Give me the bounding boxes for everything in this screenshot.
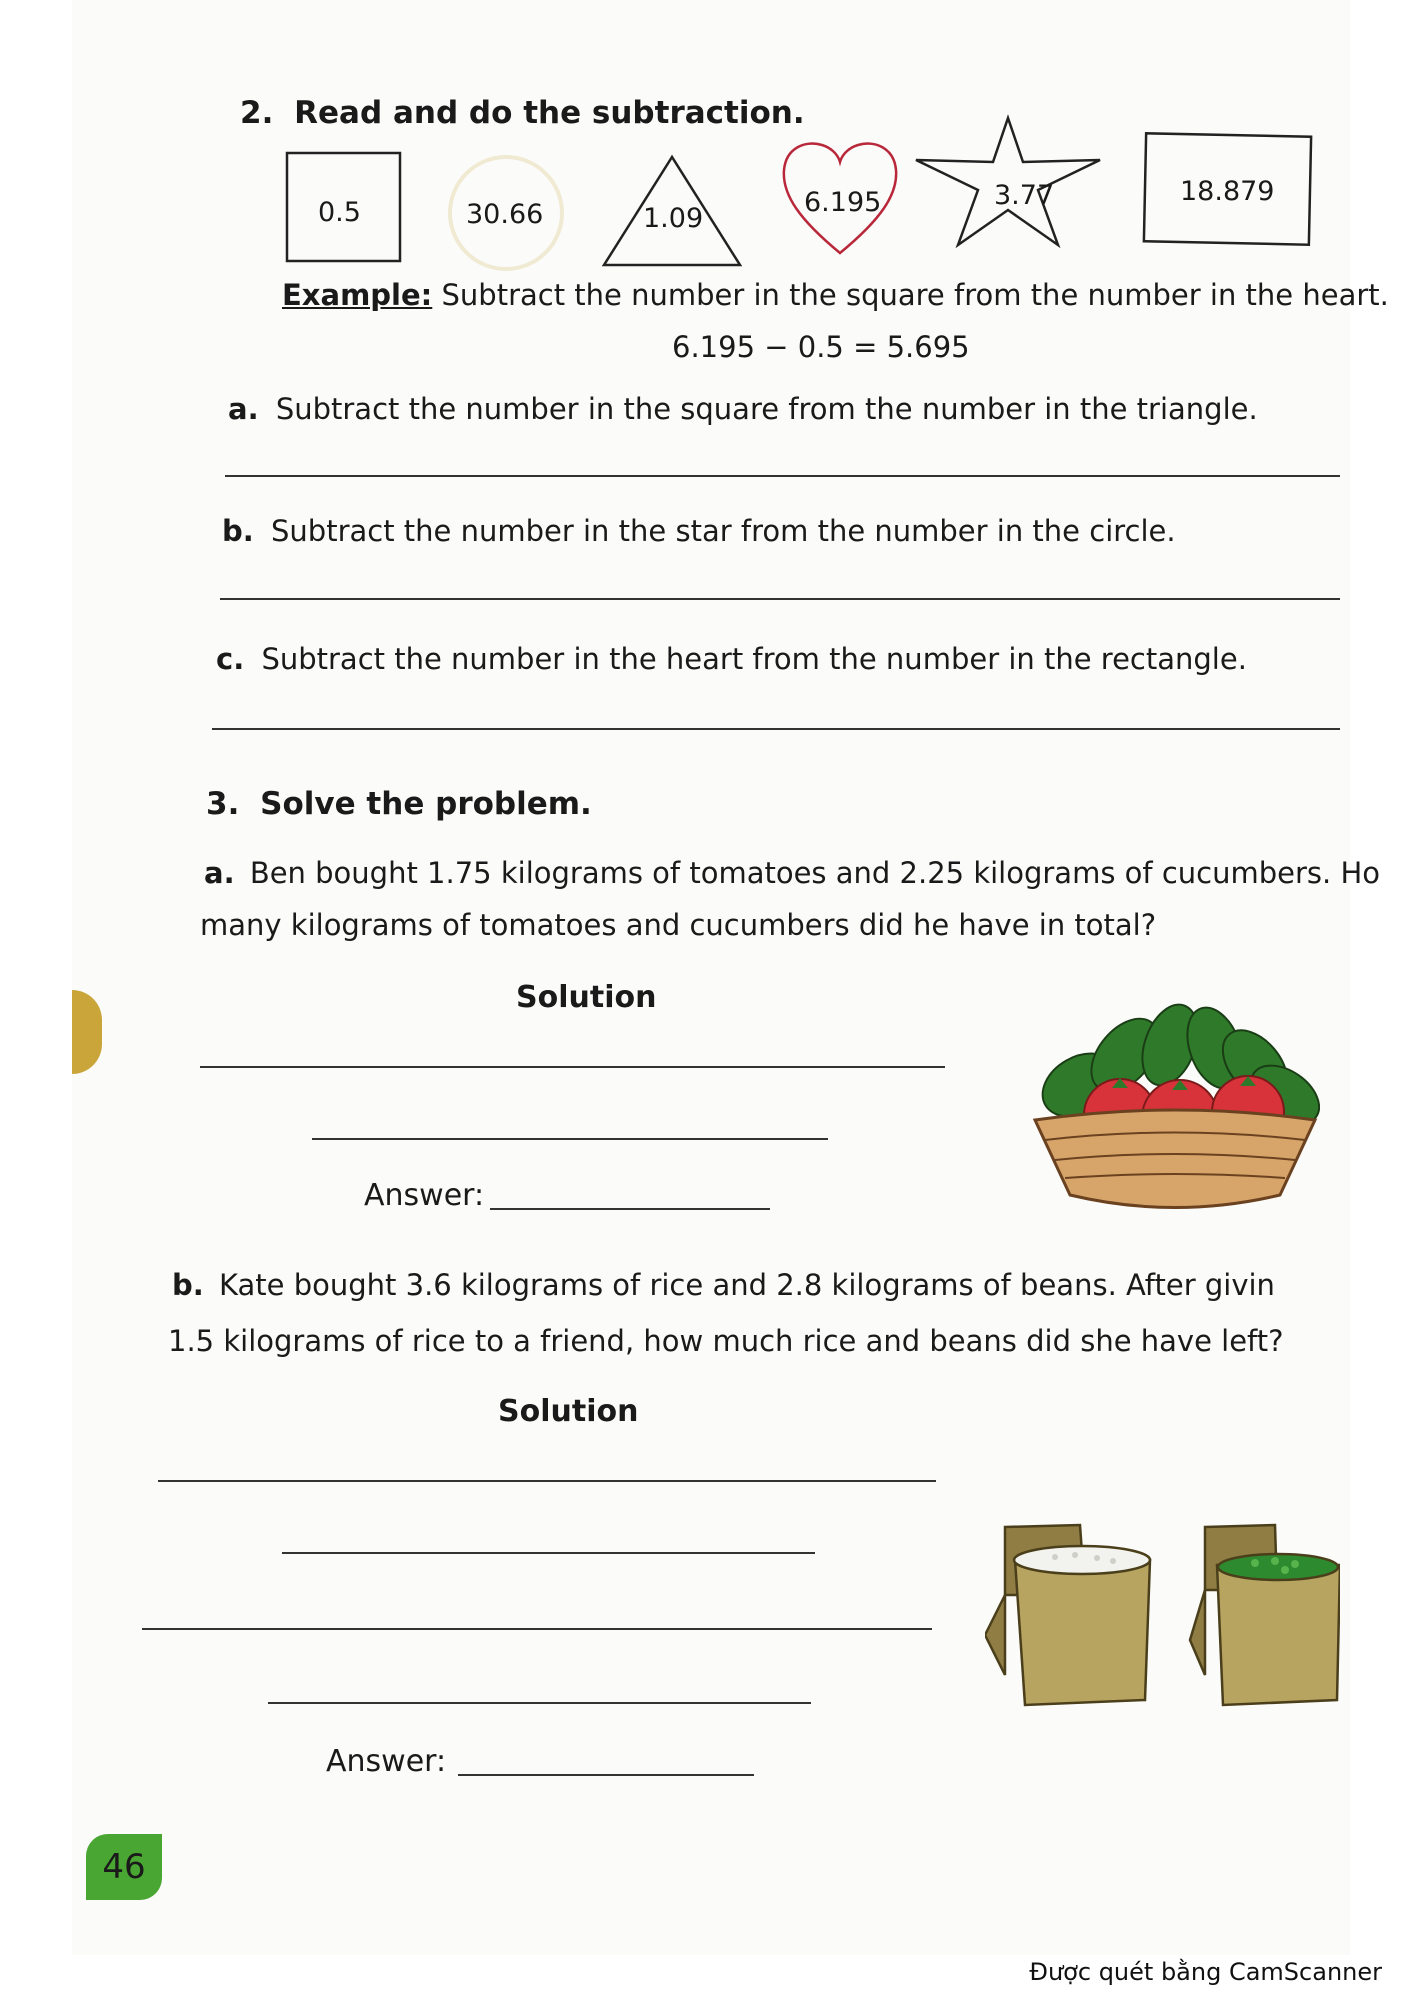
page-number-badge — [86, 1834, 162, 1900]
exercise-3-heading — [206, 786, 592, 822]
solution-line-a2[interactable] — [312, 1138, 828, 1140]
problem-a-line2: many kilograms of tomatoes and cucumbers did he have in total? — [200, 908, 1157, 942]
item-b — [222, 514, 1176, 548]
problem-b-text1: Kate bought 3.6 kilograms of rice and 2.8 kilograms of beans. After givin — [219, 1268, 1275, 1302]
item-c-letter: c. — [216, 642, 245, 676]
example-line — [282, 278, 1389, 312]
answer-line-b[interactable] — [220, 598, 1340, 600]
rice-and-beans-sacks-illustration — [985, 1515, 1340, 1710]
exercise-3-number: 3. — [206, 786, 240, 822]
square-value: 0.5 — [318, 197, 361, 228]
answer-label-a: Answer: — [364, 1178, 485, 1213]
circle-value: 30.66 — [466, 199, 544, 230]
example-text: Subtract the number in the square from the number in the heart. — [432, 278, 1389, 312]
example-equation: 6.195 − 0.5 = 5.695 — [672, 330, 970, 364]
item-a — [228, 392, 1258, 426]
solution-line-b2[interactable] — [282, 1552, 815, 1554]
item-a-text: Subtract the number in the square from the number in the triangle. — [275, 392, 1258, 426]
item-c — [216, 642, 1247, 676]
problem-a-line1 — [204, 856, 1380, 890]
problem-a-letter: a. — [204, 856, 235, 890]
item-b-letter: b. — [222, 514, 254, 548]
triangle-value: 1.09 — [643, 203, 704, 234]
solution-line-b1[interactable] — [158, 1480, 936, 1482]
solution-label-a: Solution — [516, 980, 657, 1015]
camscanner-footer: Được quét bằng CamScanner — [1029, 1958, 1382, 1986]
item-c-text: Subtract the number in the heart from the number in the rectangle. — [261, 642, 1247, 676]
problem-b-letter: b. — [172, 1268, 204, 1302]
exercise-2-number: 2. — [240, 95, 274, 131]
heart-value: 6.195 — [804, 187, 882, 218]
page-number: 46 — [102, 1847, 146, 1887]
exercise-3-title: Solve the problem. — [260, 786, 592, 822]
solution-line-b4[interactable] — [268, 1702, 811, 1704]
shapes-row — [0, 0, 1414, 300]
rectangle-value: 18.879 — [1180, 176, 1275, 207]
problem-b-line1 — [172, 1268, 1275, 1302]
solution-line-a1[interactable] — [200, 1066, 945, 1068]
answer-label-b: Answer: — [326, 1744, 447, 1779]
example-label: Example: — [282, 278, 433, 312]
solution-line-b3[interactable] — [142, 1628, 932, 1630]
problem-b-line2: 1.5 kilograms of rice to a friend, how much rice and beans did she have left? — [168, 1324, 1284, 1358]
answer-line-c[interactable] — [212, 728, 1340, 730]
item-b-text: Subtract the number in the star from the number in the circle. — [271, 514, 1176, 548]
vegetable-basket-illustration — [1030, 1000, 1320, 1215]
item-a-letter: a. — [228, 392, 259, 426]
answer-line-problem-a[interactable] — [490, 1208, 770, 1210]
solution-label-b: Solution — [498, 1394, 639, 1429]
exercise-2-title: Read and do the subtraction. — [294, 95, 805, 131]
answer-line-problem-b[interactable] — [458, 1774, 754, 1776]
problem-a-text1: Ben bought 1.75 kilograms of tomatoes and 2.25 kilograms of cucumbers. Ho — [249, 856, 1380, 890]
answer-line-a[interactable] — [225, 475, 1340, 477]
star-value: 3.77 — [994, 180, 1055, 211]
